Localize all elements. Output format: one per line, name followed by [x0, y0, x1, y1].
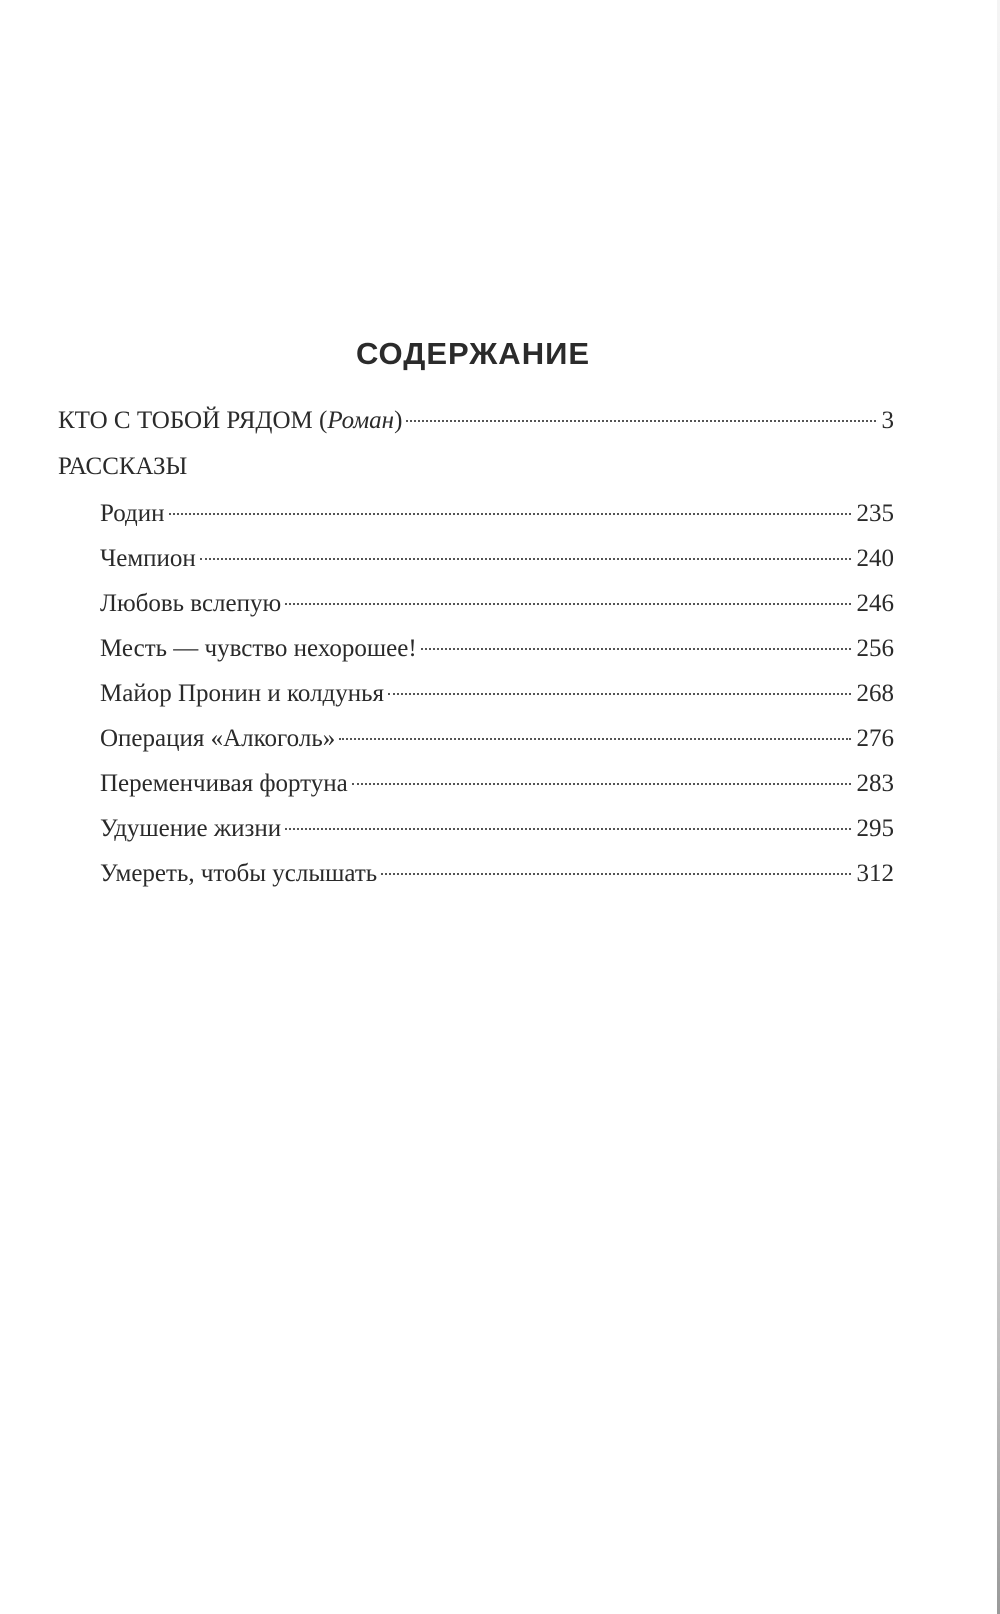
- toc-entry-page-number: 246: [856, 590, 894, 617]
- toc-entry-story: [58, 626, 894, 671]
- dot-leader: [169, 513, 851, 515]
- toc-entry-title: КТО С ТОБОЙ РЯДОМ (Роман): [58, 407, 403, 434]
- toc-entry-story: [58, 491, 894, 536]
- dot-leader: [285, 828, 850, 830]
- contents-heading: СОДЕРЖАНИЕ: [355, 336, 591, 371]
- toc-entry-story: [58, 716, 894, 761]
- toc-entry-title: Переменчивая фортуна: [100, 770, 348, 797]
- toc-entry-story: [58, 761, 894, 806]
- toc-entry-page-number: 256: [856, 635, 894, 662]
- toc-entry-title: Родин: [100, 500, 165, 527]
- section-label-stories: РАССКАЗЫ: [58, 453, 188, 480]
- toc-entry-page-number: 268: [856, 680, 894, 707]
- table-of-contents: [58, 400, 894, 896]
- toc-entry-story: [58, 581, 894, 626]
- toc-entry-story: [58, 851, 894, 896]
- dot-leader: [421, 648, 851, 650]
- toc-entry-title: Удушение жизни: [100, 815, 282, 842]
- dot-leader: [406, 420, 875, 422]
- toc-entry-story: [58, 671, 894, 716]
- toc-entry-title: Умереть, чтобы услышать: [100, 860, 378, 887]
- dot-leader: [285, 603, 850, 605]
- toc-entry-title: Майор Пронин и колдунья: [100, 680, 385, 707]
- dot-leader: [388, 693, 850, 695]
- toc-entry-page-number: 240: [856, 545, 894, 572]
- toc-entry-page-number: 283: [856, 770, 894, 797]
- toc-entry-novel: [58, 398, 894, 443]
- dot-leader: [339, 738, 850, 740]
- toc-entry-title: Месть — чувство нехорошее!: [100, 635, 417, 662]
- dot-leader: [200, 558, 851, 560]
- dot-leader: [381, 873, 850, 875]
- toc-entry-genre-note: Роман: [327, 407, 395, 434]
- toc-entry-page-number: 276: [856, 725, 894, 752]
- toc-entry-title: Операция «Алкоголь»: [100, 725, 336, 752]
- toc-entry-story: [58, 806, 894, 851]
- toc-entry-page-number: 3: [881, 407, 894, 434]
- toc-entry-page-number: 295: [856, 815, 894, 842]
- toc-entry-page-number: 312: [856, 860, 894, 887]
- toc-entry-story: [58, 536, 894, 581]
- toc-entry-title: Любовь вслепую: [100, 590, 282, 617]
- toc-entry-title: Чемпион: [100, 545, 196, 572]
- toc-entry-page-number: 235: [856, 500, 894, 527]
- dot-leader: [352, 783, 851, 785]
